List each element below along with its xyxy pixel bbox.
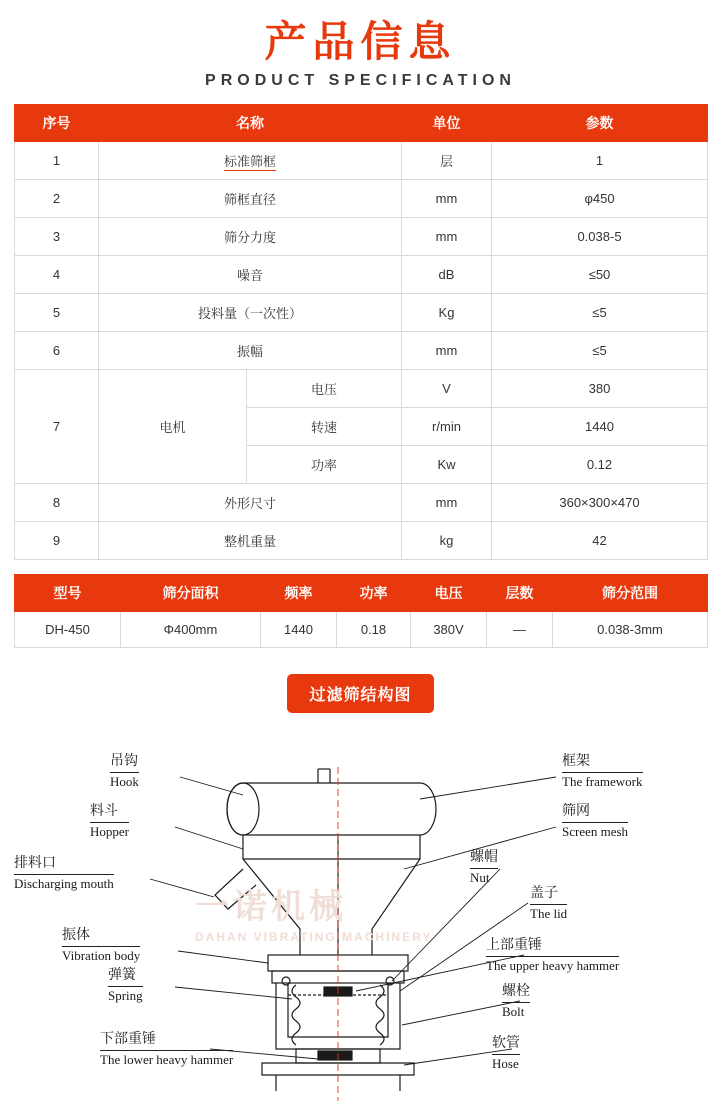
- label-screen-mesh: [562, 803, 628, 840]
- cell-no: 3: [15, 218, 99, 256]
- cell-name: 噪音: [99, 256, 402, 294]
- cell-name-text: 标准筛框: [223, 154, 276, 170]
- cell-no: 7: [15, 370, 99, 484]
- label-framework: [562, 753, 643, 790]
- structure-diagram-badge: 过滤筛结构图: [287, 674, 433, 713]
- col-header-range: 筛分范围: [553, 575, 708, 612]
- label-hose-en: Hose: [492, 1055, 519, 1071]
- cell-unit: Kw: [402, 446, 492, 484]
- label-lower-heavy-hammer-cn: 下部重锤: [100, 1031, 156, 1048]
- cell-name: 投料量（一次性）: [99, 294, 402, 332]
- cell-unit: mm: [402, 180, 492, 218]
- label-hopper: [90, 803, 129, 840]
- label-discharging-mouth-en: Discharging mouth: [14, 875, 114, 891]
- label-discharging-mouth: [14, 855, 114, 892]
- cell-name: 筛框直径: [99, 180, 402, 218]
- cell-layers: —: [487, 612, 553, 648]
- cell-name: [99, 142, 402, 180]
- cell-name: 电机: [99, 370, 247, 484]
- label-hook: [110, 753, 139, 790]
- table-row: [15, 612, 708, 648]
- cell-value: ≤5: [492, 332, 708, 370]
- label-lower-heavy-hammer-en: The lower heavy hammer: [100, 1051, 234, 1067]
- col-header-unit: 单位: [402, 105, 492, 142]
- table-header-row: [15, 105, 708, 142]
- col-header-no: 序号: [15, 105, 99, 142]
- cell-value: φ450: [492, 180, 708, 218]
- cell-area: Φ400mm: [121, 612, 261, 648]
- label-upper-heavy-hammer-en: The upper heavy hammer: [486, 957, 620, 973]
- cell-value: ≤5: [492, 294, 708, 332]
- cell-no: 9: [15, 522, 99, 560]
- watermark-cn: 一诺机械: [195, 888, 347, 927]
- cell-no: 1: [15, 142, 99, 180]
- table-row-motor: [15, 370, 708, 408]
- label-hopper-cn: 料斗: [90, 803, 118, 820]
- cell-unit: dB: [402, 256, 492, 294]
- label-vibration-body-en: Vibration body: [62, 947, 141, 963]
- label-lid-cn: 盖子: [530, 885, 558, 902]
- cell-unit: V: [402, 370, 492, 408]
- cell-unit: kg: [402, 522, 492, 560]
- cell-unit: mm: [402, 332, 492, 370]
- cell-unit: r/min: [402, 408, 492, 446]
- label-screen-mesh-en: Screen mesh: [562, 823, 629, 839]
- cell-no: 2: [15, 180, 99, 218]
- cell-frequency: 1440: [261, 612, 337, 648]
- cell-name: 振幅: [99, 332, 402, 370]
- cell-unit: 层: [402, 142, 492, 180]
- cell-value: 0.038-5: [492, 218, 708, 256]
- cell-value: 1: [492, 142, 708, 180]
- table-row: [15, 332, 708, 370]
- label-vibration-body: [62, 927, 140, 964]
- label-vibration-body-cn: 振体: [62, 927, 90, 944]
- cell-name: 整机重量: [99, 522, 402, 560]
- cell-value: 1440: [492, 408, 708, 446]
- cell-unit: mm: [402, 484, 492, 522]
- label-lower-heavy-hammer: [100, 1031, 233, 1068]
- cell-model: DH-450: [15, 612, 121, 648]
- page-header: [0, 0, 721, 104]
- col-header-value: 参数: [492, 105, 708, 142]
- cell-unit: mm: [402, 218, 492, 256]
- table-row: [15, 522, 708, 560]
- specification-table: [14, 104, 708, 560]
- cell-no: 6: [15, 332, 99, 370]
- cell-value: 360×300×470: [492, 484, 708, 522]
- col-header-voltage: 电压: [411, 575, 487, 612]
- cell-subname: 功率: [247, 446, 402, 484]
- label-hook-en: Hook: [110, 773, 139, 789]
- table-row: [15, 142, 708, 180]
- table-row: [15, 180, 708, 218]
- cell-subname: 转速: [247, 408, 402, 446]
- label-spring-en: Spring: [108, 987, 143, 1003]
- col-header-model: 型号: [15, 575, 121, 612]
- cell-value: 0.12: [492, 446, 708, 484]
- table-row: [15, 294, 708, 332]
- model-header-row: [15, 575, 708, 612]
- label-hopper-en: Hopper: [90, 823, 129, 839]
- table-row: [15, 218, 708, 256]
- table-row: [15, 484, 708, 522]
- label-lid-en: The lid: [530, 905, 568, 921]
- section-badge-wrapper: [0, 674, 721, 713]
- page-title-cn: 产品信息: [264, 17, 457, 66]
- label-nut: [470, 849, 498, 886]
- model-table: [14, 574, 708, 648]
- cell-unit: Kg: [402, 294, 492, 332]
- cell-no: 4: [15, 256, 99, 294]
- cell-value: 380: [492, 370, 708, 408]
- label-spring-cn: 弹簧: [108, 967, 136, 984]
- cell-range: 0.038-3mm: [553, 612, 708, 648]
- label-discharging-mouth-cn: 排料口: [14, 855, 56, 872]
- label-framework-en: The framework: [562, 773, 643, 789]
- cell-subname: 电压: [247, 370, 402, 408]
- col-header-frequency: 频率: [261, 575, 337, 612]
- cell-name: 外形尺寸: [99, 484, 402, 522]
- table-row: [15, 256, 708, 294]
- label-hook-cn: 吊钩: [110, 753, 138, 770]
- col-header-power: 功率: [337, 575, 411, 612]
- label-upper-heavy-hammer-cn: 上部重锤: [486, 937, 542, 954]
- cell-value: 42: [492, 522, 708, 560]
- label-nut-en: Nut: [470, 868, 498, 886]
- label-nut-cn: 螺帽: [470, 849, 498, 866]
- cell-value: ≤50: [492, 256, 708, 294]
- label-upper-heavy-hammer: [486, 937, 619, 974]
- label-bolt: [502, 983, 530, 1020]
- cell-power: 0.18: [337, 612, 411, 648]
- col-header-name: 名称: [99, 105, 402, 142]
- label-framework-cn: 框架: [562, 753, 590, 770]
- cell-name: 筛分力度: [99, 218, 402, 256]
- label-hose-cn: 软管: [492, 1035, 520, 1052]
- label-bolt-cn: 螺栓: [502, 983, 530, 1000]
- label-hose: [492, 1035, 520, 1072]
- watermark-en: DAHAN VIBRATING MACHINERY: [195, 930, 433, 945]
- col-header-area: 筛分面积: [121, 575, 261, 612]
- page-title-en: PRODUCT SPECIFICATION: [205, 72, 516, 90]
- cell-no: 5: [15, 294, 99, 332]
- structure-diagram: [0, 719, 721, 1101]
- label-screen-mesh-cn: 筛网: [562, 803, 590, 820]
- cell-no: 8: [15, 484, 99, 522]
- label-spring: [108, 967, 143, 1004]
- col-header-layers: 层数: [487, 575, 553, 612]
- label-bolt-en: Bolt: [502, 1002, 530, 1020]
- label-lid: [530, 885, 567, 922]
- cell-voltage: 380V: [411, 612, 487, 648]
